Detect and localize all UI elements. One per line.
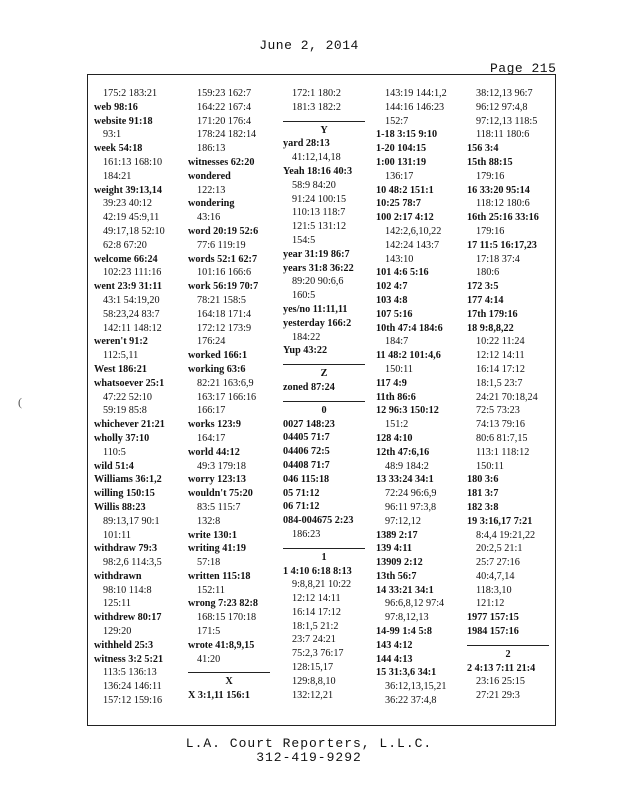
index-term-entry: website 91:18 [94,115,153,127]
index-term-entry: 13909 2:12 [376,557,423,569]
index-continuation-entry: 181:3 182:2 [292,101,341,113]
index-continuation-entry: 97:12,13 118:5 [476,115,538,127]
index-term-entry: wouldn't 75:20 [188,488,253,500]
index-continuation-entry: 59:19 85:8 [103,405,147,417]
index-term-entry: willing 150:15 [94,488,155,500]
index-term-entry: Yup 43:22 [283,345,328,357]
index-term-entry: 084-004675 2:23 [283,515,354,527]
index-term-entry: 180 3:6 [467,474,499,486]
index-term-entry: 04408 71:7 [283,459,330,471]
index-term-entry: witnesses 62:20 [188,156,255,168]
index-term-entry: 12 96:3 150:12 [376,405,439,417]
index-continuation-entry: 163:17 166:16 [197,391,257,403]
index-continuation-entry: 36:12,13,15,21 [385,681,447,693]
index-term-entry: write 130:1 [188,529,237,541]
index-continuation-entry: 132:12,21 [292,689,334,701]
index-continuation-entry: 129:8,8,10 [292,675,336,687]
index-continuation-entry: 172:12 173:9 [197,322,252,334]
index-term-entry: 182 3:8 [467,501,499,513]
index-continuation-entry: 101:16 166:6 [197,267,252,279]
index-term-entry: 12th 47:6,16 [376,446,430,458]
index-continuation-entry: 125:11 [103,598,131,610]
index-continuation-entry: 154:5 [292,234,316,246]
index-continuation-entry: 113:1 118:12 [476,446,530,458]
index-continuation-entry: 184:21 [103,170,132,182]
index-term-entry: work 56:19 70:7 [188,281,259,293]
index-term-entry: 17 11:5 16:17,23 [467,239,537,251]
index-continuation-entry: 164:22 167:4 [197,101,252,113]
index-continuation-entry: 97:12,12 [385,515,421,527]
index-continuation-entry: 143:10 [385,253,414,265]
index-term-entry: 19 3:16,17 7:21 [467,515,533,527]
index-continuation-entry: 110:5 [103,446,126,458]
index-term-entry: 2 4:13 7:11 21:4 [467,662,536,674]
index-term-entry: working 63:6 [188,363,246,375]
index-continuation-entry: 102:23 111:16 [103,267,162,279]
index-continuation-entry: 184:22 [292,331,321,343]
index-continuation-entry: 24:21 70:18,24 [476,391,538,403]
index-term-entry: weight 39:13,14 [94,184,162,196]
index-continuation-entry: 23:7 24:21 [292,634,336,646]
index-continuation-entry: 40:4,7,14 [476,570,515,582]
index-continuation-entry: 184:7 [385,336,409,348]
index-continuation-entry: 136:17 [385,170,414,182]
index-term-entry: works 123:9 [188,419,241,431]
index-continuation-entry: 9:8,8,21 10:22 [292,579,352,591]
index-term-entry: 10th 47:4 184:6 [376,322,443,334]
index-continuation-entry: 143:19 144:1,2 [385,88,447,99]
index-continuation-entry: 72:5 73:23 [476,405,520,417]
index-term-entry: yesterday 166:2 [283,317,352,329]
index-term-entry: 05 71:12 [283,487,320,499]
index-continuation-entry: 93:1 [103,129,122,141]
transcript-date: June 2, 2014 [259,38,359,53]
index-term-entry: 101 4:6 5:16 [376,267,429,279]
index-term-entry: yard 28:13 [283,138,330,150]
index-term-entry: 143 4:12 [376,639,413,651]
index-term-entry: wondering [188,198,235,210]
section-letter-heading: Y [283,121,365,138]
index-term-entry: worked 166:1 [188,350,248,362]
index-continuation-entry: 157:12 159:16 [103,695,163,707]
section-letter-heading: 0 [283,401,365,418]
index-continuation-entry: 172:1 180:2 [292,88,341,99]
index-continuation-entry: 78:21 158:5 [197,294,246,306]
index-term-entry: 102 4:7 [376,281,408,293]
index-term-entry: 11th 86:6 [376,391,416,403]
index-term-entry: wrong 7:23 82:8 [188,598,258,610]
index-continuation-entry: 161:13 168:10 [103,156,163,168]
index-table [87,74,556,726]
index-term-entry: withdrew 80:17 [94,612,162,624]
index-continuation-entry: 77:6 119:19 [197,239,246,251]
index-term-entry: 10 48:2 151:1 [376,184,434,196]
index-term-entry: web 98:16 [94,101,138,113]
index-term-entry: wrote 41:8,9,15 [188,639,255,651]
index-term-entry: witness 3:2 5:21 [94,653,164,665]
index-continuation-entry: 49:3 179:18 [197,460,246,472]
index-term-entry: 14 33:21 34:1 [376,584,434,596]
index-term-entry: 181 3:7 [467,488,499,500]
index-term-entry: 1389 2:17 [376,529,418,541]
index-term-entry: 117 4:9 [376,377,407,389]
index-continuation-entry: 91:24 100:15 [292,193,347,205]
index-continuation-entry: 97:8,12,13 [385,612,429,624]
index-continuation-entry: 47:22 52:10 [103,391,152,403]
index-term-entry: 14-99 1:4 5:8 [376,626,433,638]
index-continuation-entry: 101:11 [103,529,131,541]
index-continuation-entry: 25:7 27:16 [476,557,520,569]
index-continuation-entry: 98:10 114:8 [103,584,152,596]
index-term-entry: wholly 37:10 [94,432,150,444]
index-term-entry: whatsoever 25:1 [94,377,165,389]
index-continuation-entry: 16:14 17:12 [292,606,341,618]
index-continuation-entry: 43:1 54:19,20 [103,294,160,306]
index-term-entry: 156 3:4 [467,143,499,155]
index-continuation-entry: 132:8 [197,515,221,527]
index-term-entry: Yeah 18:16 40:3 [283,165,353,177]
index-term-entry: 1:00 131:19 [376,156,427,168]
index-continuation-entry: 152:11 [197,584,225,596]
margin-mark: ( [18,395,22,409]
index-term-entry: withdraw 79:3 [94,543,158,555]
index-term-entry: 04405 71:7 [283,432,330,444]
index-term-entry: 11 48:2 101:4,6 [376,350,441,362]
index-continuation-entry: 179:16 [476,225,505,237]
index-continuation-entry: 38:12,13 96:7 [476,88,533,99]
index-term-entry: years 31:8 36:22 [283,262,354,274]
index-continuation-entry: 89:20 90:6,6 [292,276,344,288]
index-continuation-entry: 118:3,10 [476,584,512,596]
index-continuation-entry: 142:11 148:12 [103,322,162,334]
index-term-entry: welcome 66:24 [94,253,158,265]
index-term-entry: 139 4:11 [376,543,412,555]
index-column-3 [283,87,371,702]
index-column-1 [94,87,182,708]
index-continuation-entry: 166:17 [197,405,226,417]
index-continuation-entry: 151:2 [385,419,409,431]
index-continuation-entry: 74:13 79:16 [476,419,525,431]
index-continuation-entry: 16:14 17:12 [476,363,525,375]
index-term-entry: Williams 36:1,2 [94,474,162,486]
index-term-entry: zoned 87:24 [283,381,335,393]
index-continuation-entry: 171:5 [197,626,221,638]
index-continuation-entry: 186:23 [292,528,321,540]
index-term-entry: words 52:1 62:7 [188,253,258,265]
footer-company: L.A. Court Reporters, L.L.C. [185,736,433,751]
index-term-entry: weren't 91:2 [94,336,148,348]
index-continuation-entry: 142:24 143:7 [385,239,440,251]
section-letter-heading: X [188,672,270,689]
index-term-entry: 1-18 3:15 9:10 [376,129,438,141]
index-continuation-entry: 57:18 [197,557,221,569]
index-term-entry: 128 4:10 [376,432,413,444]
index-continuation-entry: 96:6,8,12 97:4 [385,598,445,610]
index-term-entry: 16 33:20 95:14 [467,184,530,196]
index-continuation-entry: 168:15 170:18 [197,612,257,624]
index-term-entry: whichever 21:21 [94,419,165,431]
index-term-entry: wondered [188,170,231,182]
index-continuation-entry: 150:11 [385,363,413,375]
index-term-entry: 1984 157:16 [467,626,519,638]
index-continuation-entry: 175:2 183:21 [103,88,158,99]
index-term-entry: X 3:1,11 156:1 [188,690,250,702]
index-continuation-entry: 80:6 81:7,15 [476,432,528,444]
index-term-entry: wild 51:4 [94,460,134,472]
index-continuation-entry: 83:5 115:7 [197,501,241,513]
index-continuation-entry: 176:24 [197,336,226,348]
index-continuation-entry: 160:5 [292,290,316,302]
index-continuation-entry: 18:1,5 21:2 [292,620,339,632]
index-continuation-entry: 72:24 96:6,9 [385,488,437,500]
index-column-2 [188,87,276,703]
index-continuation-entry: 152:7 [385,115,409,127]
index-continuation-entry: 98:2,6 114:3,5 [103,557,162,569]
index-continuation-entry: 8:4,4 19:21,22 [476,529,536,541]
index-continuation-entry: 142:2,6,10,22 [385,225,442,237]
index-continuation-entry: 43:16 [197,212,221,224]
page-number: Page 215 [490,61,557,76]
index-term-entry: 15th 88:15 [467,156,513,168]
index-column-4 [376,87,464,708]
index-continuation-entry: 96:12 97:4,8 [476,101,528,113]
index-term-entry: West 186:21 [94,363,147,375]
index-continuation-entry: 118:11 180:6 [476,129,530,141]
index-continuation-entry: 82:21 163:6,9 [197,377,254,389]
index-continuation-entry: 144:16 146:23 [385,101,445,113]
index-term-entry: 13 33:24 34:1 [376,474,434,486]
index-continuation-entry: 27:21 29:3 [476,690,520,702]
index-continuation-entry: 20:2,5 21:1 [476,543,523,555]
index-term-entry: 04406 72:5 [283,446,330,458]
index-term-entry: withheld 25:3 [94,639,154,651]
index-term-entry: written 115:18 [188,570,251,582]
index-continuation-entry: 58:23,24 83:7 [103,308,160,320]
index-term-entry: 13th 56:7 [376,570,417,582]
index-continuation-entry: 179:16 [476,170,505,182]
index-continuation-entry: 62:8 67:20 [103,239,147,251]
index-term-entry: 16th 25:16 33:16 [467,212,539,224]
index-term-entry: 1 4:10 6:18 8:13 [283,565,352,577]
index-continuation-entry: 58:9 84:20 [292,179,336,191]
index-continuation-entry: 112:5,11 [103,350,139,362]
index-continuation-entry: 164:18 171:4 [197,308,252,320]
index-continuation-entry: 75:2,3 76:17 [292,648,344,660]
index-continuation-entry: 164:17 [197,432,226,444]
index-continuation-entry: 118:12 180:6 [476,198,530,210]
index-column-5 [467,87,555,703]
index-continuation-entry: 178:24 182:14 [197,129,257,141]
index-continuation-entry: 136:24 146:11 [103,681,162,693]
section-letter-heading: 1 [283,548,365,565]
index-continuation-entry: 96:11 97:3,8 [385,501,437,513]
index-term-entry: 172 3:5 [467,281,499,293]
index-continuation-entry: 18:1,5 23:7 [476,377,523,389]
index-term-entry: 18 9:8,8,22 [467,322,514,334]
index-continuation-entry: 159:23 162:7 [197,88,252,99]
index-continuation-entry: 110:13 118:7 [292,207,346,219]
section-letter-heading: 2 [467,645,549,662]
index-term-entry: year 31:19 86:7 [283,248,350,260]
index-term-entry: 06 71:12 [283,501,320,513]
index-continuation-entry: 186:13 [197,143,226,155]
footer-phone: 312-419-9292 [256,750,362,765]
index-term-entry: went 23:9 31:11 [94,281,162,293]
index-continuation-entry: 41:20 [197,653,221,665]
index-continuation-entry: 48:9 184:2 [385,460,429,472]
index-term-entry: withdrawn [94,570,142,582]
index-term-entry: 10:25 78:7 [376,198,421,210]
index-continuation-entry: 42:19 45:9,11 [103,212,160,224]
index-term-entry: week 54:18 [94,143,143,155]
index-continuation-entry: 128:15,17 [292,662,334,674]
index-term-entry: 100 2:17 4:12 [376,212,434,224]
index-term-entry: Willis 88:23 [94,501,146,513]
index-term-entry: 107 5:16 [376,308,413,320]
index-continuation-entry: 180:6 [476,267,500,279]
index-term-entry: 177 4:14 [467,294,504,306]
index-term-entry: 1977 157:15 [467,612,519,624]
index-continuation-entry: 12:12 14:11 [476,350,525,362]
index-continuation-entry: 23:16 25:15 [476,676,525,688]
index-continuation-entry: 89:13,17 90:1 [103,515,160,527]
index-continuation-entry: 17:18 37:4 [476,253,520,265]
index-continuation-entry: 39:23 40:12 [103,198,152,210]
index-continuation-entry: 171:20 176:4 [197,115,252,127]
index-term-entry: 046 115:18 [283,473,330,485]
index-continuation-entry: 150:11 [476,460,504,472]
section-letter-heading: Z [283,364,365,381]
index-continuation-entry: 122:13 [197,184,226,196]
index-continuation-entry: 10:22 11:24 [476,336,525,348]
index-continuation-entry: 121:12 [476,598,505,610]
index-term-entry: word 20:19 52:6 [188,225,259,237]
index-continuation-entry: 113:5 136:13 [103,667,157,679]
index-term-entry: 0027 148:23 [283,418,335,430]
index-continuation-entry: 41:12,14,18 [292,152,341,164]
index-continuation-entry: 129:20 [103,626,132,638]
index-term-entry: 144 4:13 [376,653,413,665]
index-term-entry: yes/no 11:11,11 [283,303,348,315]
index-term-entry: writing 41:19 [188,543,247,555]
index-continuation-entry: 36:22 37:4,8 [385,695,437,707]
index-continuation-entry: 49:17,18 52:10 [103,225,165,237]
index-term-entry: 15 31:3,6 34:1 [376,667,437,679]
index-term-entry: 17th 179:16 [467,308,518,320]
index-continuation-entry: 12:12 14:11 [292,593,341,605]
index-term-entry: worry 123:13 [188,474,246,486]
index-term-entry: 1-20 104:15 [376,143,427,155]
index-term-entry: world 44:12 [188,446,240,458]
index-term-entry: 103 4:8 [376,294,408,306]
index-continuation-entry: 121:5 131:12 [292,221,347,233]
